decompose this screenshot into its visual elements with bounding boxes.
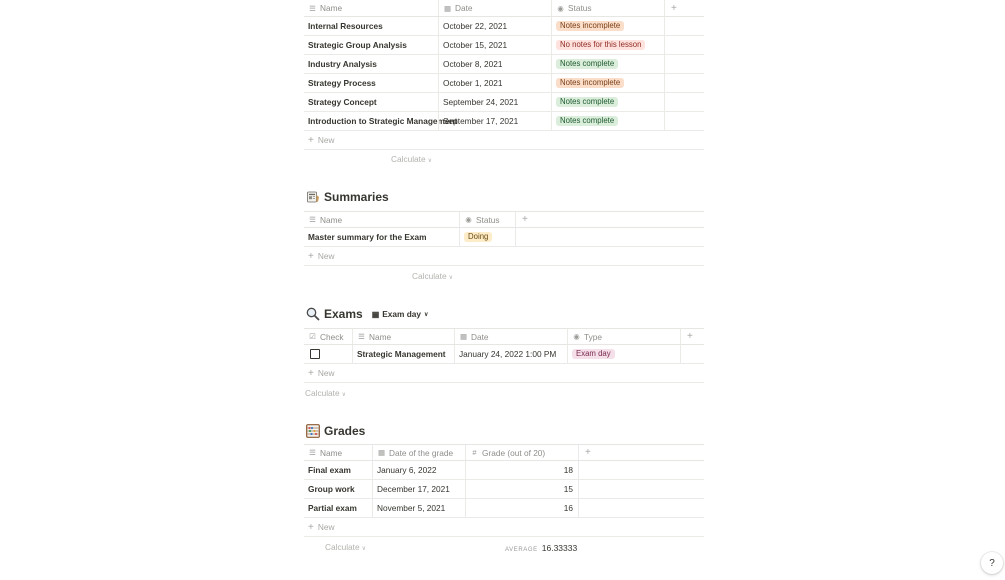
summaries-calculate-button[interactable]: Calculate ∨ <box>412 271 453 281</box>
empty-cell <box>578 480 704 498</box>
empty-cell <box>680 345 704 363</box>
lessons-new-row-button[interactable]: + New <box>304 131 704 150</box>
status-badge: Notes complete <box>556 116 618 127</box>
plus-icon: + <box>522 214 528 225</box>
column-header-status[interactable]: ◉ Status <box>551 0 664 16</box>
add-column-button[interactable] <box>664 0 704 16</box>
table-row[interactable] <box>304 345 704 364</box>
text-lines-icon: ☰ <box>309 215 316 224</box>
table-icon: ▦ <box>371 309 380 319</box>
plus-icon: + <box>308 134 314 146</box>
type-badge: Exam day <box>572 349 615 360</box>
summary-name-cell[interactable] <box>304 228 459 246</box>
summaries-database <box>304 211 704 266</box>
chevron-down-icon: ∨ <box>361 546 366 552</box>
lesson-name: Introduction to Strategic Management <box>308 116 458 126</box>
table-row[interactable] <box>304 112 704 131</box>
exams-view-selector[interactable]: ▦ Exam day ∨ <box>371 309 429 319</box>
calendar-icon: ▦ <box>377 448 386 457</box>
text-lines-icon: ☰ <box>358 332 365 341</box>
exams-title: Exams ▦ Exam day ∨ <box>306 307 428 321</box>
lesson-name-cell[interactable] <box>304 74 438 92</box>
exams-rows <box>304 345 704 364</box>
lesson-name: Strategy Concept <box>308 97 377 107</box>
lesson-date-cell[interactable] <box>438 17 551 35</box>
grade-value: 16 <box>563 503 573 513</box>
grades-table <box>304 444 704 518</box>
chevron-down-icon: ∨ <box>448 275 453 281</box>
lessons-calculate-button[interactable]: Calculate ∨ <box>391 154 432 164</box>
lesson-status-cell[interactable] <box>551 74 664 92</box>
grade-date-cell[interactable] <box>372 480 465 498</box>
add-column-button[interactable] <box>515 212 704 227</box>
exam-name: Strategic Management <box>357 349 446 359</box>
lesson-date-cell[interactable] <box>438 112 551 130</box>
empty-cell <box>515 228 704 246</box>
exam-date: January 24, 2022 1:00 PM <box>459 349 557 359</box>
lesson-status-cell[interactable] <box>551 17 664 35</box>
plus-icon: + <box>308 367 314 379</box>
lesson-date-cell[interactable] <box>438 36 551 54</box>
plus-icon: + <box>308 521 314 533</box>
exam-date-cell[interactable] <box>454 345 567 363</box>
chevron-down-icon: ∨ <box>424 311 429 318</box>
grade-name-cell[interactable] <box>304 499 372 517</box>
column-header-date-of-grade[interactable]: ▦ Date of the grade <box>372 445 465 460</box>
column-header-name[interactable]: ☰ Name <box>309 447 343 458</box>
lesson-date: September 24, 2021 <box>443 97 519 107</box>
lesson-date: October 22, 2021 <box>443 21 508 31</box>
grade-value-cell[interactable] <box>465 461 578 479</box>
lesson-name-cell[interactable] <box>304 36 438 54</box>
summary-status-cell[interactable] <box>459 228 515 246</box>
lesson-date: September 17, 2021 <box>443 116 519 126</box>
lessons-database <box>304 0 704 150</box>
hash-icon: # <box>472 448 477 457</box>
column-header-grade[interactable]: # Grade (out of 20) <box>465 445 578 460</box>
table-row[interactable] <box>304 74 704 93</box>
column-header-name[interactable]: ☰ Name <box>309 214 343 225</box>
table-row[interactable] <box>304 461 704 480</box>
exam-check-cell[interactable] <box>304 345 352 363</box>
lesson-date: October 15, 2021 <box>443 40 508 50</box>
lessons-rows <box>304 17 704 131</box>
grade-name-cell[interactable] <box>304 480 372 498</box>
lesson-status-cell[interactable] <box>551 55 664 73</box>
grade-date: December 17, 2021 <box>377 484 450 494</box>
grade-value: 15 <box>563 484 573 494</box>
status-badge: Notes complete <box>556 59 618 70</box>
status-badge: No notes for this lesson <box>556 40 645 51</box>
grade-date: November 5, 2021 <box>377 503 446 513</box>
grades-calculate-button[interactable]: Calculate ∨ <box>325 542 366 552</box>
grades-title: Grades <box>306 424 365 438</box>
lesson-status-cell[interactable] <box>551 112 664 130</box>
summary-name: Master summary for the Exam <box>308 232 427 242</box>
empty-cell <box>664 74 704 92</box>
plus-icon: + <box>585 447 591 458</box>
table-row[interactable] <box>304 36 704 55</box>
select-circle-icon: ◉ <box>573 332 580 341</box>
grade-date-cell[interactable] <box>372 499 465 517</box>
lesson-date-cell[interactable] <box>438 93 551 111</box>
summaries-rows <box>304 228 704 247</box>
help-button[interactable]: ? <box>981 552 1003 574</box>
column-header-name[interactable]: ☰ Name <box>352 329 454 344</box>
grade-value: 18 <box>563 465 573 475</box>
summaries-table <box>304 211 704 247</box>
calendar-icon: ▦ <box>443 3 452 13</box>
table-row[interactable] <box>304 499 704 518</box>
grade-date: January 6, 2022 <box>377 465 437 475</box>
status-circle-icon: ◉ <box>557 3 564 13</box>
newspaper-icon <box>306 190 320 204</box>
empty-cell <box>664 17 704 35</box>
lessons-table <box>304 0 704 131</box>
empty-cell <box>664 93 704 111</box>
checkbox-icon: ☑ <box>309 332 316 341</box>
column-header-date[interactable]: ▦ Date <box>454 329 567 344</box>
lesson-date-cell[interactable] <box>438 74 551 92</box>
grades-new-row-button[interactable]: + New <box>304 518 704 537</box>
grade-value-cell[interactable] <box>465 499 578 517</box>
column-header-name[interactable]: ☰ Name <box>309 3 343 13</box>
status-circle-icon: ◉ <box>465 215 472 224</box>
lesson-status-cell[interactable] <box>551 93 664 111</box>
table-row[interactable] <box>304 480 704 499</box>
summaries-header-row <box>304 211 704 228</box>
exams-database <box>304 328 704 383</box>
empty-cell <box>664 112 704 130</box>
add-column-button[interactable] <box>578 445 704 460</box>
grade-name: Group work <box>308 484 355 494</box>
empty-cell <box>664 55 704 73</box>
status-badge: Notes incomplete <box>556 21 624 32</box>
grades-database <box>304 444 704 537</box>
lesson-name: Strategy Process <box>308 78 376 88</box>
exams-calculate-button[interactable]: Calculate ∨ <box>305 388 346 398</box>
table-row[interactable] <box>304 228 704 247</box>
lesson-date-cell[interactable] <box>438 55 551 73</box>
plus-icon: + <box>671 2 677 14</box>
exam-type-cell[interactable] <box>567 345 680 363</box>
summaries-title: Summaries <box>306 190 389 204</box>
lesson-date: October 1, 2021 <box>443 78 503 88</box>
column-header-status[interactable]: ◉ Status <box>459 212 515 227</box>
grade-value-cell[interactable] <box>465 480 578 498</box>
magnifier-icon <box>306 307 320 321</box>
chevron-down-icon: ∨ <box>341 392 346 398</box>
grades-rows <box>304 461 704 518</box>
text-lines-icon: ☰ <box>309 448 316 457</box>
lesson-date: October 8, 2021 <box>443 59 503 69</box>
grade-name: Final exam <box>308 465 351 475</box>
exams-new-row-button[interactable]: + New <box>304 364 704 383</box>
exams-header-row <box>304 328 704 345</box>
lesson-name-cell[interactable] <box>304 93 438 111</box>
table-row[interactable] <box>304 17 704 36</box>
exam-name-cell[interactable] <box>352 345 454 363</box>
table-row[interactable] <box>304 93 704 112</box>
column-header-type[interactable]: ◉ Type <box>567 329 680 344</box>
empty-cell <box>578 461 704 479</box>
plus-icon: + <box>308 250 314 262</box>
lessons-header-row <box>304 0 704 17</box>
summaries-new-row-button[interactable]: + New <box>304 247 704 266</box>
add-column-button[interactable] <box>680 329 704 344</box>
empty-cell <box>664 36 704 54</box>
status-badge: Notes complete <box>556 97 618 108</box>
column-header-check[interactable]: ☑ Check <box>309 331 344 342</box>
lesson-name: Internal Resources <box>308 21 383 31</box>
table-row[interactable] <box>304 55 704 74</box>
chevron-down-icon: ∨ <box>427 158 432 164</box>
text-lines-icon: ☰ <box>309 3 316 13</box>
grades-average[interactable]: AVERAGE 16.33333 <box>505 543 578 553</box>
lesson-name-cell[interactable] <box>304 17 438 35</box>
lesson-name: Strategic Group Analysis <box>308 40 407 50</box>
grade-date-cell[interactable] <box>372 461 465 479</box>
status-badge: Notes incomplete <box>556 78 624 89</box>
empty-cell <box>578 499 704 517</box>
lesson-name-cell[interactable] <box>304 112 458 130</box>
status-badge: Doing <box>464 232 492 243</box>
plus-icon: + <box>687 331 693 342</box>
lesson-status-cell[interactable] <box>551 36 664 54</box>
grades-header-row <box>304 444 704 461</box>
column-header-date[interactable]: ▦ Date <box>438 0 551 16</box>
lesson-name-cell[interactable] <box>304 55 438 73</box>
grade-name: Partial exam <box>308 503 357 513</box>
grade-name-cell[interactable] <box>304 461 372 479</box>
lesson-name: Industry Analysis <box>308 59 377 69</box>
calendar-icon: ▦ <box>459 332 468 341</box>
exams-table <box>304 328 704 364</box>
abacus-icon <box>306 424 320 438</box>
exam-checkbox[interactable] <box>310 349 320 359</box>
